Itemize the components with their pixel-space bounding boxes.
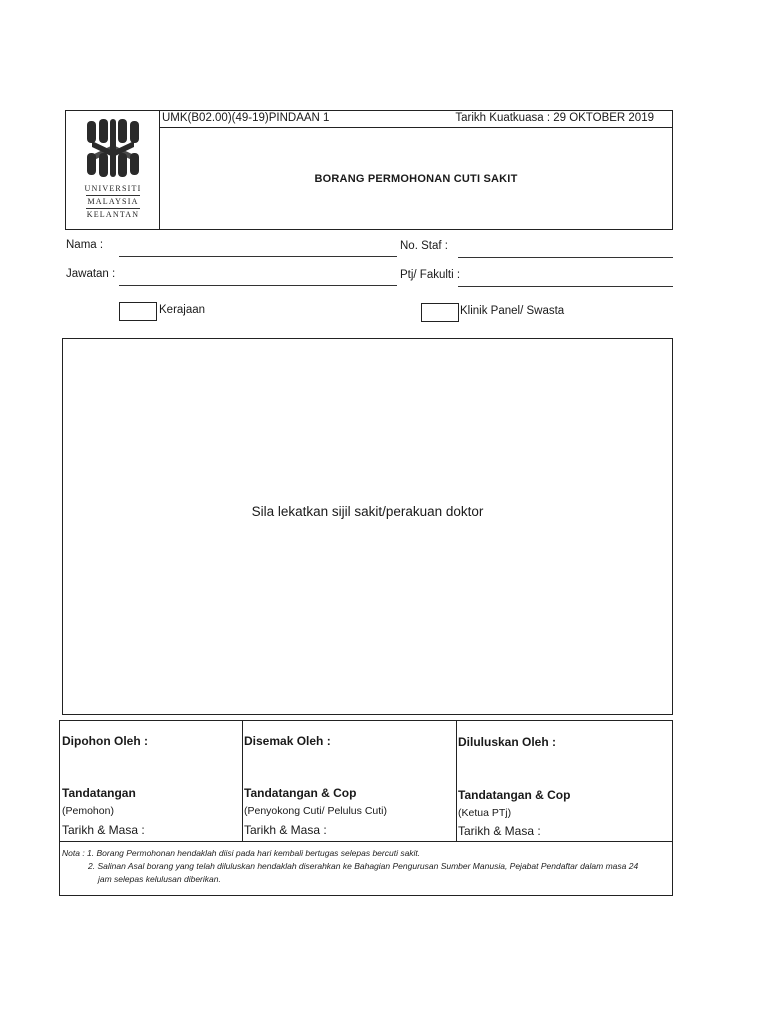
logo-text-malaysia: MALAYSIA: [87, 197, 139, 206]
logo-text-kelantan: KELANTAN: [86, 210, 140, 219]
approver-column: [458, 721, 670, 841]
position-field[interactable]: [119, 285, 397, 286]
applied-by-heading: Dipohon Oleh :: [62, 734, 148, 748]
header-ref-row: [160, 111, 672, 128]
note-line-2: 2. Salinan Asal borang yang telah diluluskan hendaklah diserahkan ke Bahagian Pengurusan Sumber Manusia, Pejabat Pendaftar dalam masa 24: [88, 861, 639, 871]
position-label: Jawatan :: [66, 268, 116, 280]
logo-rule: [86, 195, 140, 196]
applicant-column: [62, 721, 240, 841]
logo-cell: [66, 111, 160, 229]
logo-text-universiti: UNIVERSITI: [84, 184, 142, 193]
government-label: Kerajaan: [159, 304, 206, 316]
applicant-role-note: (Pemohon): [62, 805, 114, 817]
logo-rule: [86, 208, 140, 209]
signature-stamp-label: Tandatangan & Cop: [244, 786, 357, 800]
form-title: BORANG PERMOHONAN CUTI SAKIT: [314, 173, 518, 185]
name-label: Nama :: [66, 239, 104, 251]
table-rule: [60, 841, 672, 842]
form-header: [65, 110, 673, 230]
effective-date: Tarikh Kuatkuasa : 29 OKTOBER 2019: [455, 112, 654, 124]
certificate-attachment-area: [62, 338, 673, 715]
approver-role-note: (Ketua PTj): [458, 807, 512, 819]
attachment-instruction: Sila lekatkan sijil sakit/perakuan doktor: [251, 504, 484, 519]
panel-clinic-checkbox[interactable]: [421, 303, 459, 322]
umk-logo-icon: [84, 117, 142, 179]
faculty-field[interactable]: [458, 286, 673, 287]
signature-table: [59, 720, 673, 896]
approved-by-heading: Diluluskan Oleh :: [458, 735, 557, 749]
staff-no-label: No. Staf :: [400, 240, 448, 252]
staff-no-field[interactable]: [458, 257, 673, 258]
column-divider: [242, 721, 243, 841]
note-line-1: Nota : 1. Borang Permohonan hendaklah diisi pada hari kembali bertugas selepas bercuti sakit.: [62, 848, 421, 858]
column-divider: [456, 721, 457, 841]
signature-label: Tandatangan: [62, 786, 136, 800]
panel-clinic-label: Klinik Panel/ Swasta: [460, 305, 565, 317]
faculty-label: Ptj/ Fakulti :: [400, 269, 461, 281]
notes-section: [62, 847, 670, 886]
date-time-label: Tarikh & Masa :: [62, 823, 145, 837]
date-time-label: Tarikh & Masa :: [458, 824, 541, 838]
government-checkbox[interactable]: [119, 302, 157, 321]
date-time-label: Tarikh & Masa :: [244, 823, 327, 837]
note-line-3: jam selepas kelulusan diberikan.: [98, 874, 221, 884]
reviewed-by-heading: Disemak Oleh :: [244, 734, 331, 748]
form-ref-code: UMK(B02.00)(49-19)PINDAAN 1: [162, 112, 330, 124]
reviewer-column: [244, 721, 454, 841]
name-field[interactable]: [119, 256, 397, 257]
signature-stamp-label: Tandatangan & Cop: [458, 788, 571, 802]
reviewer-role-note: (Penyokong Cuti/ Pelulus Cuti): [244, 805, 387, 817]
